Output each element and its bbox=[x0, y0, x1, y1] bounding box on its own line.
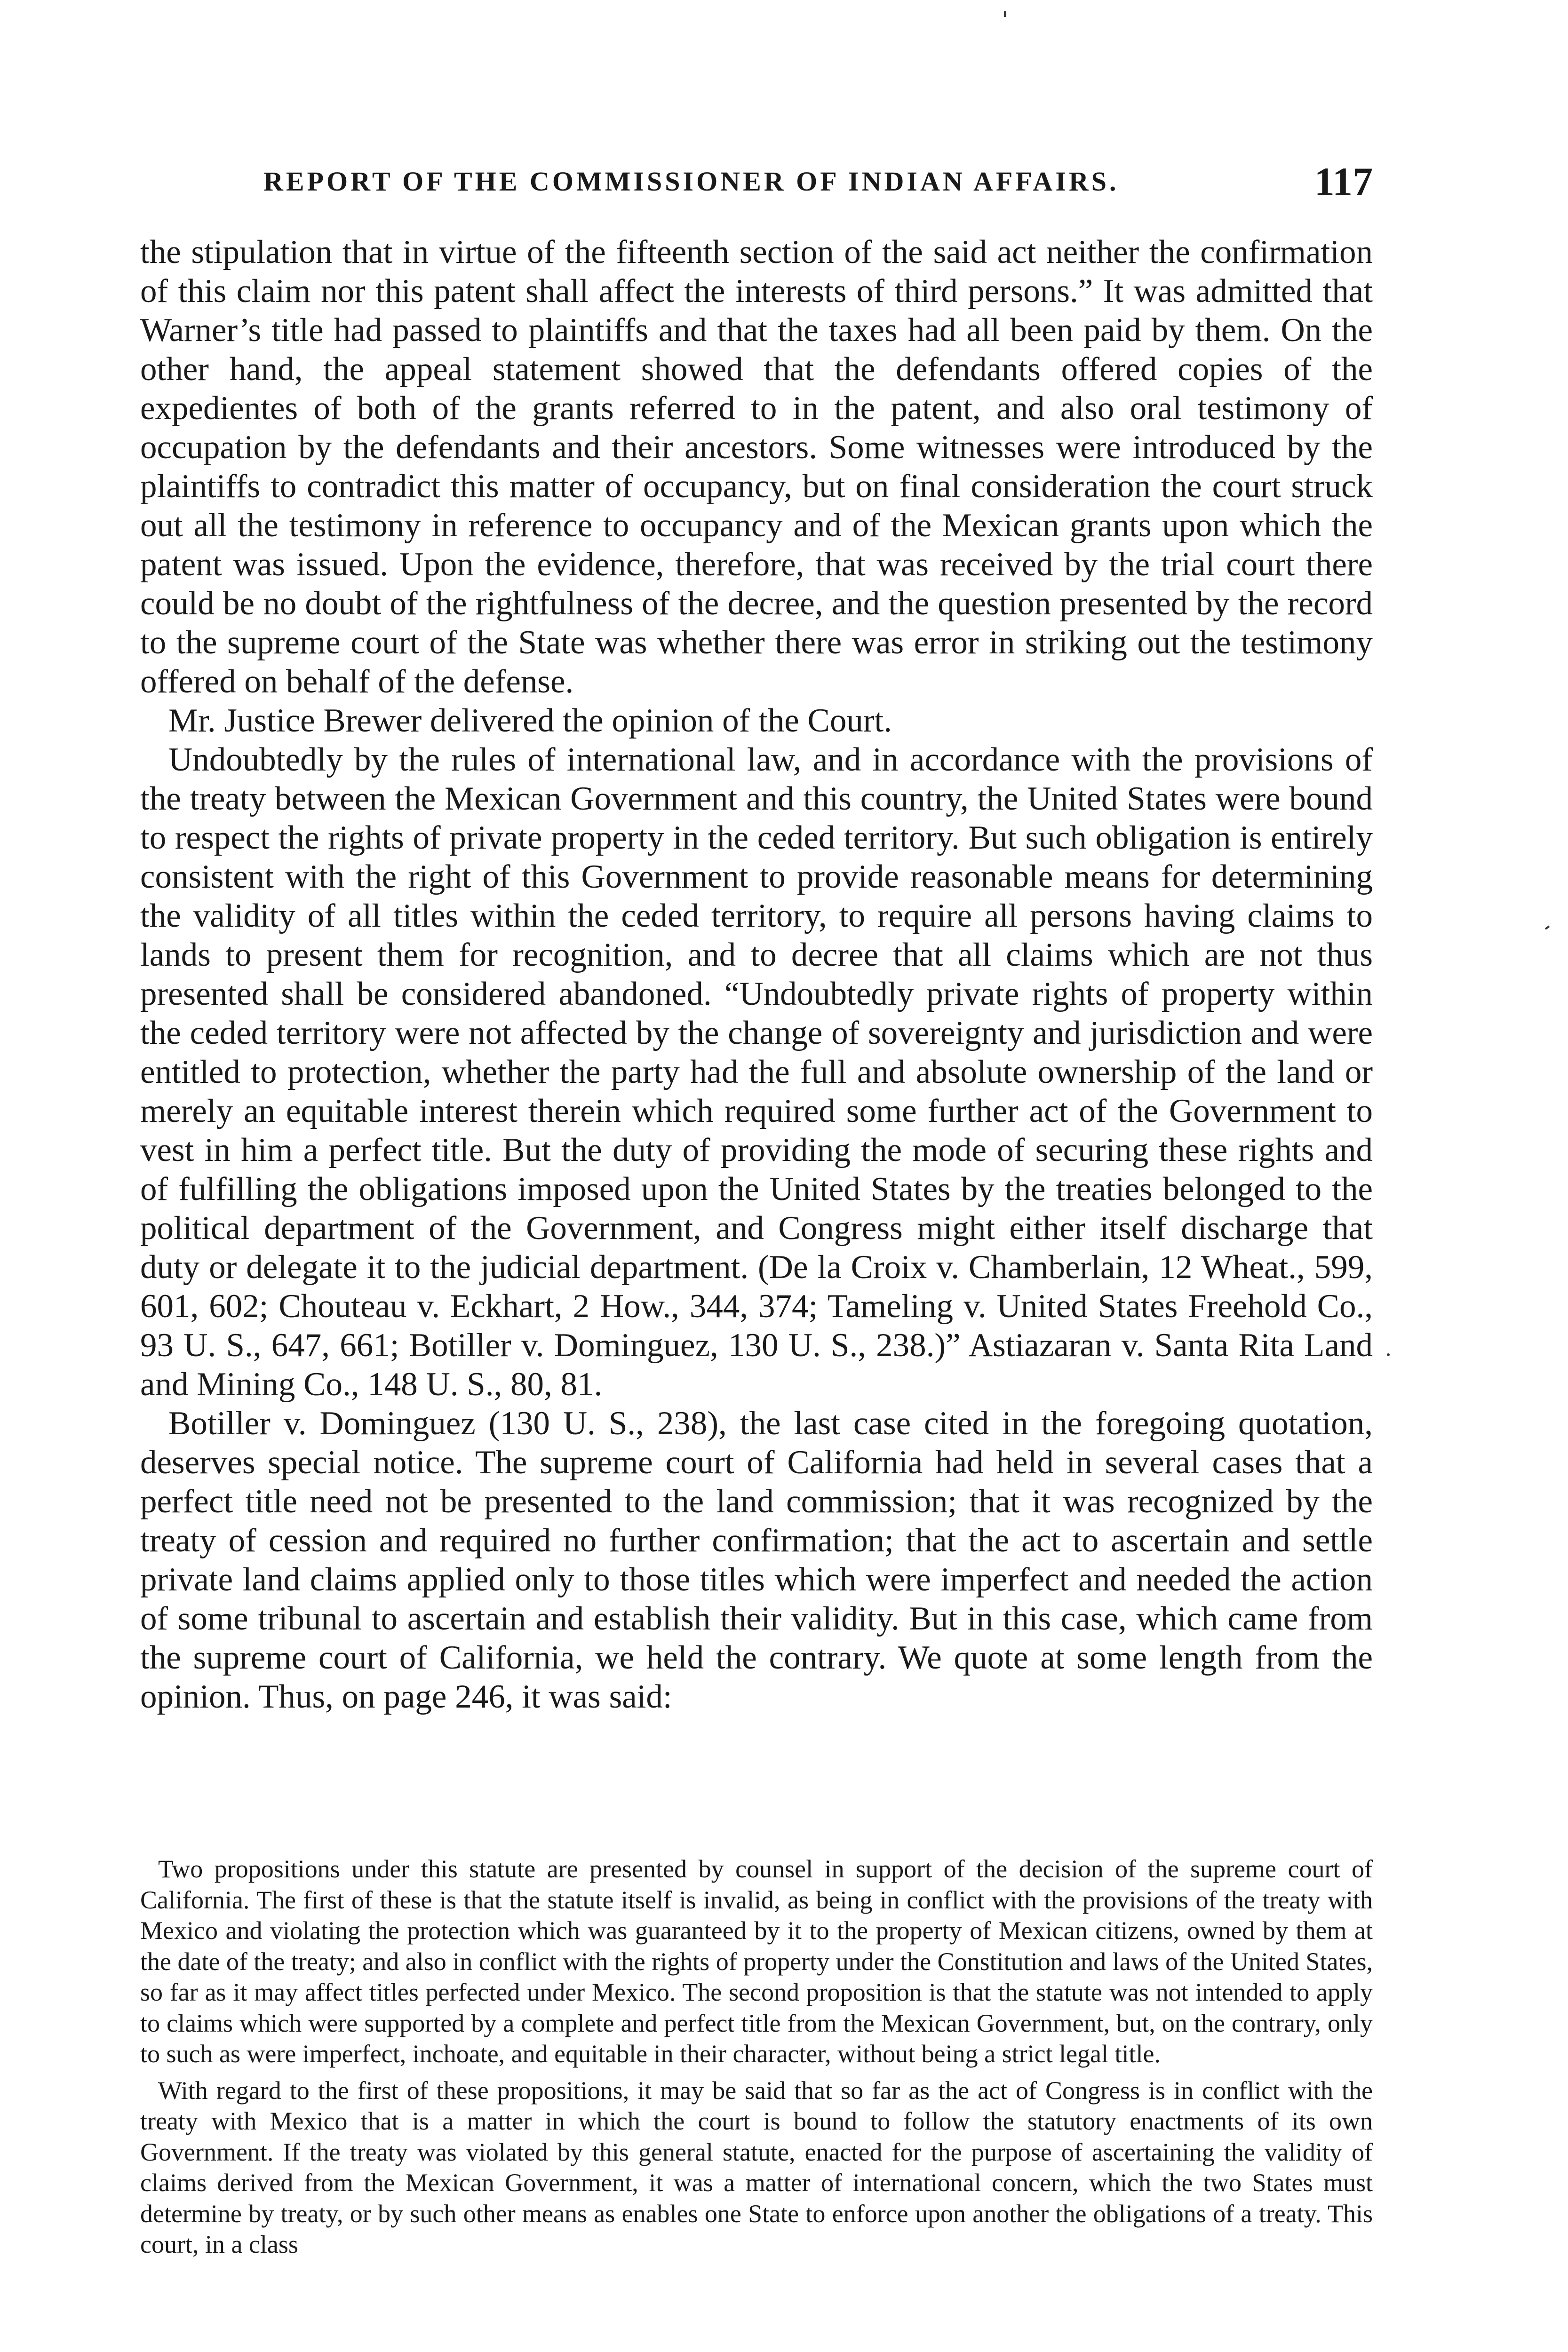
quote-paragraph-propositions: Two propositions under this statute are presented by counsel in support of the decision of the supreme court of California. The first of these is that the statute itself is invalid, as being in conflict with the provisions of the treaty with Mexico and violating the protection which was guaranteed by it to the property of Mexican citizens, owned by them at the date of the treaty; and also in conflict with the rights of property under the Constitution and laws of the United States, so far as it may affect titles perfected under Mexico. The second proposition is that the statute was not intended to apply to claims which were supported by a complete and perfect title from the Mexican Government, but, on the contrary, only to such as were imperfect, inchoate, and equitable in their character, without being a strict legal title. bbox=[140, 1855, 1373, 2068]
page-number: 117 bbox=[1314, 159, 1373, 204]
block-quotation bbox=[140, 1854, 1373, 2260]
paragraph-international-law: Undoubtedly by the rules of international law, and in accordance with the provisions of the treaty between the Mexican Government and this country, the United States were bound to respect the rights of private property in the ceded territory. But such obligation is entirely consistent with the right of this Government to provide reasonable means for determining the validity of all titles within the ceded territory, to require all persons having claims to lands to present them for recognition, and to decree that all claims which are not thus presented shall be considered abandoned. “Undoubtedly private rights of property within the ceded territory were not affected by the change of sovereignty and jurisdiction and were entitled to protection, whether the party had the full and absolute ownership of the land or merely an equitable interest therein which required some further act of the Government to vest in him a perfect title. But the duty of providing the mode of securing these rights and of fulfilling the obligations imposed upon the United States by the treaties belonged to the political department of the Government, and Congress might either itself discharge that duty or delegate it to the judicial department. (De la Croix v. Chamberlain, 12 Wheat., 599, 601, 602; Chouteau v. Eckhart, 2 How., 344, 374; Tameling v. United States Freehold Co., 93 U. S., 647, 661; Botiller v. Dominguez, 130 U. S., 238.)” Astiazaran v. Santa Rita Land and Mining Co., 148 U. S., 80, 81. bbox=[140, 741, 1373, 1403]
paragraph-opinion-attribution: Mr. Justice Brewer delivered the opinion of the Court. bbox=[168, 702, 892, 739]
page-header bbox=[140, 150, 1373, 204]
scan-speck-mark bbox=[1387, 1353, 1390, 1356]
main-text bbox=[140, 233, 1373, 1716]
scan-speck-mark bbox=[1545, 925, 1550, 930]
scan-speck-mark bbox=[1004, 11, 1006, 17]
quote-paragraph-first-proposition: With regard to the first of these propositions, it may be said that so far as the act of Congress is in conflict with the treaty with Mexico that is a matter in which the court is bound to follow the statutory enactments of its own Government. If the treaty was violated by this general statute, enacted for the purpose of ascertaining the validity of claims derived from the Mexican Government, it was a matter of international concern, which the two States must determine by treaty, or by such other means as enables one State to enforce upon another the obligations of a treaty. This court, in a class bbox=[140, 2076, 1373, 2258]
paragraph-botiller: Botiller v. Dominguez (130 U. S., 238), the last case cited in the foregoing quotation, deserves special notice. The supreme court of California had held in several cases that a perfect title need not be presented to the land commission; that it was recognized by the treaty of cession and required no further confirmation; that the act to ascertain and settle private land claims applied only to those titles which were imperfect and needed the action of some tribunal to ascertain and establish their validity. But in this case, which came from the supreme court of California, we held the contrary. We quote at some length from the opinion. Thus, on page 246, it was said: bbox=[140, 1405, 1373, 1715]
running-head: REPORT OF THE COMMISSIONER OF INDIAN AFFAIRS. bbox=[263, 166, 1119, 197]
paragraph-continuation: the stipulation that in virtue of the fifteenth section of the said act neither the confirmation of this claim nor this patent shall affect the interests of third persons.” It was admitted that Warner’s title had passed to plaintiffs and that the taxes had all been paid by them. On the other hand, the appeal statement showed that the defendants offered copies of the expedientes of both of the grants referred to in the patent, and also oral testimony of occupation by the defendants and their ancestors. Some witnesses were introduced by the plaintiffs to contradict this matter of occupancy, but on final consideration the court struck out all the testimony in reference to occupancy and of the Mexican grants upon which the patent was issued. Upon the evidence, therefore, that was received by the trial court there could be no doubt of the rightfulness of the decree, and the question presented by the record to the supreme court of the State was whether there was error in striking out the testimony offered on behalf of the defense. bbox=[140, 234, 1373, 700]
